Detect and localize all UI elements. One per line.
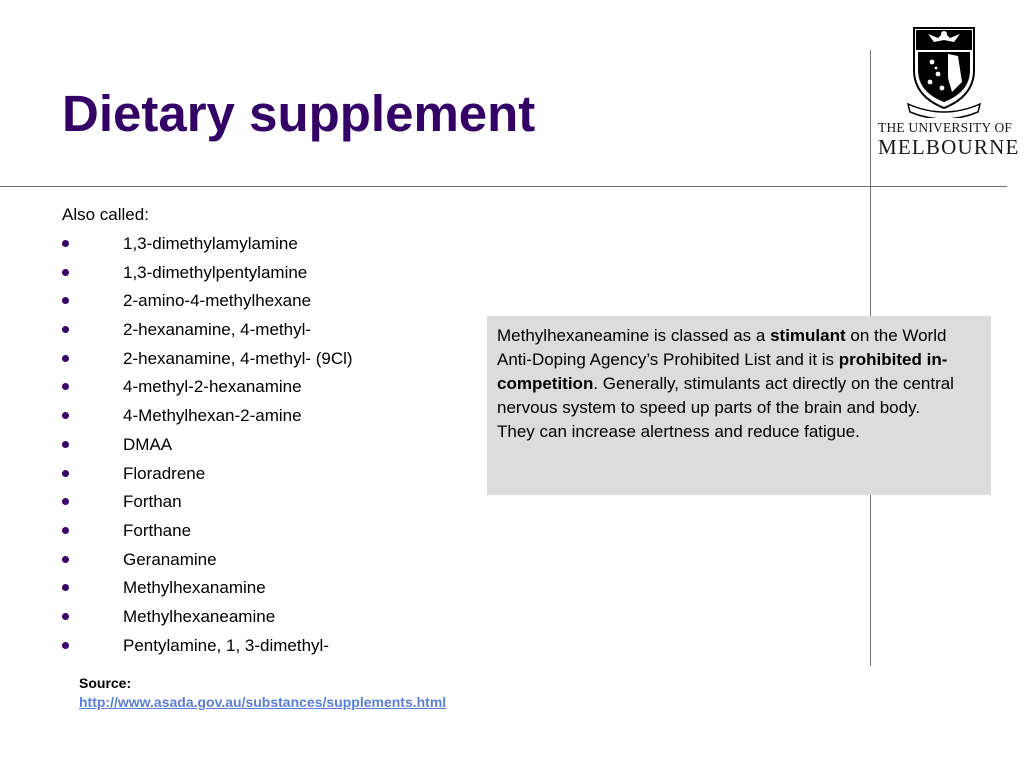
synonym-text: Floradrene — [123, 463, 206, 483]
bullet-icon — [62, 240, 69, 247]
info-line-alertness: They can increase alertness and reduce fatigue. — [497, 422, 860, 441]
synonym-text: 1,3-dimethylamylamine — [123, 234, 298, 253]
list-item — [62, 405, 353, 434]
logo-line-university-of: THE UNIVERSITY OF — [878, 120, 1013, 135]
synonym-text: 2-amino-4-methylhexane — [123, 291, 312, 311]
synonym-text: Geranamine — [123, 549, 217, 569]
bullet-icon — [62, 527, 69, 534]
bullet-icon — [62, 383, 69, 390]
source-block — [79, 674, 446, 712]
also-called-label: Also called: — [62, 205, 149, 224]
synonym-list — [62, 233, 353, 663]
synonym-text: 4-Methylhexan-2-amine — [123, 406, 302, 426]
bullet-icon — [62, 355, 69, 362]
bullet-icon — [62, 441, 69, 448]
list-item — [62, 635, 353, 664]
list-item — [62, 290, 353, 319]
list-item — [62, 549, 353, 578]
bullet-icon — [62, 642, 69, 649]
university-logo — [878, 22, 1020, 162]
list-item — [62, 577, 353, 606]
synonym-text: Forthane — [123, 520, 192, 540]
info-bold-prohibited: prohibited in-competition — [497, 350, 948, 393]
bullet-icon — [62, 556, 69, 563]
synonym-text: 2-hexanamine, 4-methyl- — [123, 320, 312, 340]
bullet-icon — [62, 498, 69, 505]
synonym-text: 4-methyl-2-hexanamine — [123, 377, 302, 397]
synonym-text: Methylhexanamine — [123, 578, 266, 598]
list-item — [62, 434, 353, 463]
university-crest-icon — [878, 22, 1010, 118]
horizontal-divider — [0, 186, 1007, 187]
stimulant-info-box — [487, 316, 991, 495]
list-item — [62, 520, 353, 549]
list-item — [62, 262, 353, 291]
info-text-3: . Generally, stimulants act directly on the central nervous system to speed up parts of the brain and body. — [497, 374, 954, 417]
bullet-icon — [62, 412, 69, 419]
list-item — [62, 463, 353, 492]
list-item — [62, 233, 353, 262]
list-item — [62, 348, 353, 377]
info-paragraph — [497, 324, 981, 420]
source-label: Source: — [79, 675, 132, 691]
info-text-1: Methylhexaneamine is classed as a — [497, 326, 771, 345]
synonym-text: 2-hexanamine, 4-methyl- (9Cl) — [123, 348, 353, 368]
synonym-text: Pentylamine, 1, 3-dimethyl- — [123, 635, 329, 655]
bullet-icon — [62, 470, 69, 477]
synonym-text: Forthan — [123, 492, 182, 512]
bullet-icon — [62, 584, 69, 591]
bullet-icon — [62, 326, 69, 333]
bullet-icon — [62, 269, 69, 276]
logo-line-melbourne: MELBOURNE — [878, 135, 1020, 159]
synonym-text: 1,3-dimethylpentylamine — [123, 262, 308, 282]
info-text-2: on the World Anti-Doping Agency’s Prohibited List and it is — [497, 326, 947, 369]
bullet-icon — [62, 613, 69, 620]
info-bold-stimulant: stimulant — [770, 326, 846, 345]
synonym-text: DMAA — [123, 434, 173, 454]
list-item — [62, 319, 353, 348]
list-item — [62, 606, 353, 635]
source-link[interactable]: http://www.asada.gov.au/substances/supplements.html — [79, 694, 447, 710]
list-item — [62, 491, 353, 520]
synonym-text: Methylhexaneamine — [123, 606, 276, 626]
bullet-icon — [62, 297, 69, 304]
slide-title: Dietary supplement — [62, 85, 536, 142]
list-item — [62, 376, 353, 405]
